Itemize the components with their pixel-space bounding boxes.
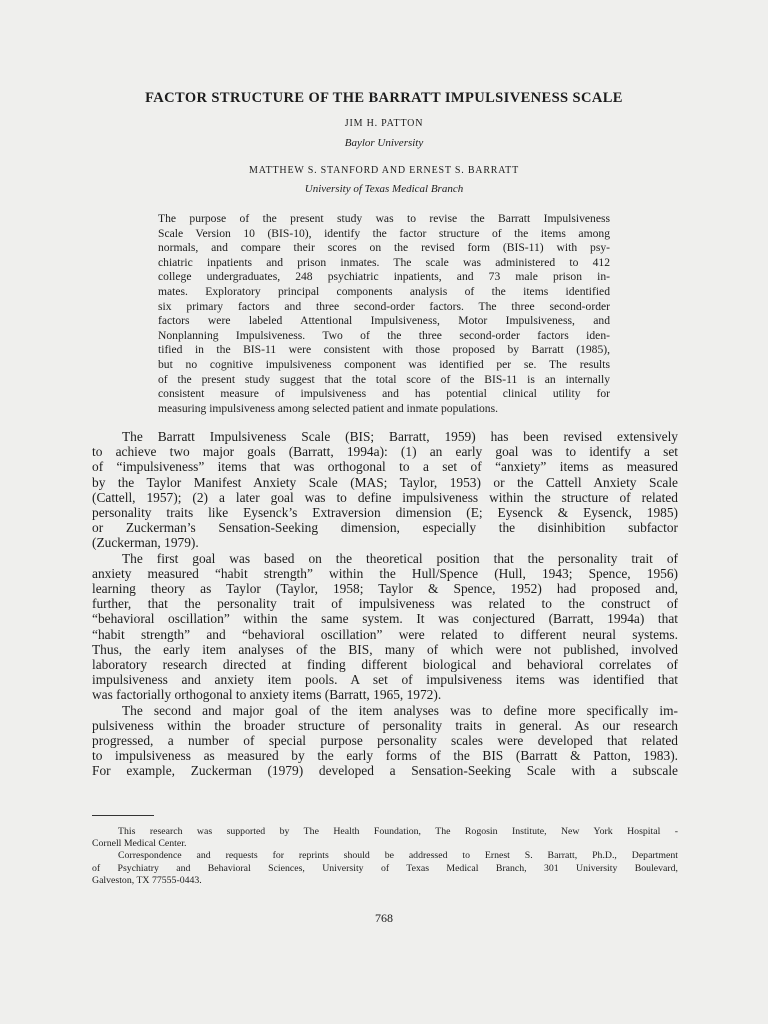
abstract-line: factors were labeled Attentional Impulsiveness, Motor Impulsiveness, and (158, 314, 610, 328)
body-line: The Barratt Impulsiveness Scale (BIS; Barratt, 1959) has been revised extensively (122, 429, 678, 444)
abstract-line: Scale Version 10 (BIS-10), identify the factor structure of the items among (158, 226, 610, 240)
body-line: For example, Zuckerman (1979) developed a Sensation-Seeking Scale with a subscale (92, 763, 678, 779)
footnote-line: of Psychiatry and Behavioral Sciences, University of Texas Medical Branch, 301 University Boulevard, (92, 862, 678, 874)
footnote-line: Correspondence and requests for reprints should be addressed to Ernest S. Barratt, Ph.D., Department (118, 850, 678, 862)
paragraph (92, 551, 678, 703)
abstract-line: college undergraduates, 248 psychiatric inpatients, and 73 male prison in- (158, 270, 610, 284)
body-line: by the Taylor Manifest Anxiety Scale (MAS; Taylor, 1953) or the Cattell Anxiety Scale (92, 474, 678, 490)
body-text (92, 429, 678, 779)
body-line: or Zuckerman’s Sensation-Seeking dimension, especially the disinhibition subfactor (92, 520, 678, 536)
affiliation-1: Baylor University (344, 137, 424, 149)
body-line: progressed, a number of special purpose personality scales were developed that related (92, 733, 678, 749)
author-2: MATTHEW S. STANFORD AND ERNEST S. BARRATT (249, 165, 519, 176)
body-line: was factorially orthogonal to anxiety items (Barratt, 1965, 1972). (92, 687, 442, 703)
abstract-line: consistent measure of impulsiveness and has potential clinical utility for (158, 387, 610, 401)
paragraph (92, 703, 678, 779)
footnote-line: This research was supported by The Health Foundation, The Rogosin Institute, New York Hospital - (118, 826, 678, 837)
abstract-line: normals, and compare their scores on the revised form (BIS-11) with psy- (158, 241, 610, 255)
abstract-line: of the present study suggest that the total score of the BIS-11 is an internally (158, 372, 610, 386)
paper-title: FACTOR STRUCTURE OF THE BARRATT IMPULSIVENESS SCALE (145, 90, 623, 106)
abstract-line: chiatric inpatients and prison inmates. The scale was administered to 412 (158, 255, 610, 269)
body-line: Thus, the early item analyses of the BIS, many of which were not published, involved (92, 641, 678, 657)
abstract-line: The purpose of the present study was to revise the Barratt Impulsiveness (158, 212, 610, 225)
body-line: learning theory as Taylor (Taylor, 1958; Taylor & Spence, 1952) had proposed and, (92, 581, 678, 597)
body-line: (Cattell, 1957); (2) a later goal was to define impulsiveness within the structure of related (92, 489, 678, 505)
body-line: The first goal was based on the theoretical position that the personality trait of (122, 550, 678, 566)
abstract (158, 212, 610, 416)
body-line: to impulsiveness as measured by the early forms of the BIS (Barratt & Patton, 1983). (92, 748, 678, 764)
footnote-line: Cornell Medical Center. (92, 838, 187, 850)
body-line: anxiety measured “habit strength” within the Hull/Spence (Hull, 1943; Spence, 1956) (92, 565, 678, 581)
body-line: “habit strength” and “behavioral oscillation” were related to different neural systems. (92, 626, 678, 642)
paragraph (92, 429, 678, 551)
footnote-rule (92, 815, 154, 816)
abstract-line: tified in the BIS-11 were consistent with those proposed by Barratt (1985), (158, 343, 610, 357)
body-line: further, that the personality trait of impulsiveness was related to the construct of (92, 596, 678, 612)
body-line: of “impulsiveness” items that was orthogonal to a set of “anxiety” items as measured (92, 459, 678, 475)
footnotes (92, 826, 678, 887)
body-line: pulsiveness within the broader structure of personality traits in general. As our research (92, 717, 678, 733)
body-line: impulsiveness and anxiety item pools. A set of impulsiveness items was identified that (92, 672, 678, 688)
body-line: personality traits like Eysenck’s Extraversion dimension (E; Eysenck & Eysenck, 1985) (92, 505, 678, 521)
footnote-line: Galveston, TX 77555-0443. (92, 874, 202, 886)
body-line: (Zuckerman, 1979). (92, 535, 199, 551)
abstract-line: six primary factors and three second-order factors. The three second-order (158, 299, 610, 313)
page-number: 768 (375, 911, 393, 925)
body-line: The second and major goal of the item analyses was to define more specifically im- (122, 702, 678, 718)
affiliation-2: University of Texas Medical Branch (304, 183, 464, 195)
body-line: laboratory research directed at finding different biological and behavioral correlates of (92, 657, 678, 673)
body-line: “behavioral oscillation” within the same system. It was conjectured (Barratt, 1994a) that (92, 611, 678, 627)
body-line: to achieve two major goals (Barratt, 1994a): (1) an early goal was to identify a set (92, 444, 678, 460)
abstract-line: mates. Exploratory principal components analysis of the items identified (158, 284, 610, 298)
abstract-line: Nonplanning Impulsiveness. Two of the three second-order factors iden- (158, 328, 610, 342)
abstract-line: but no cognitive impulsiveness component was identified per se. The results (158, 357, 610, 371)
abstract-line: measuring impulsiveness among selected patient and inmate populations. (158, 401, 499, 415)
author-1: JIM H. PATTON (344, 118, 424, 129)
